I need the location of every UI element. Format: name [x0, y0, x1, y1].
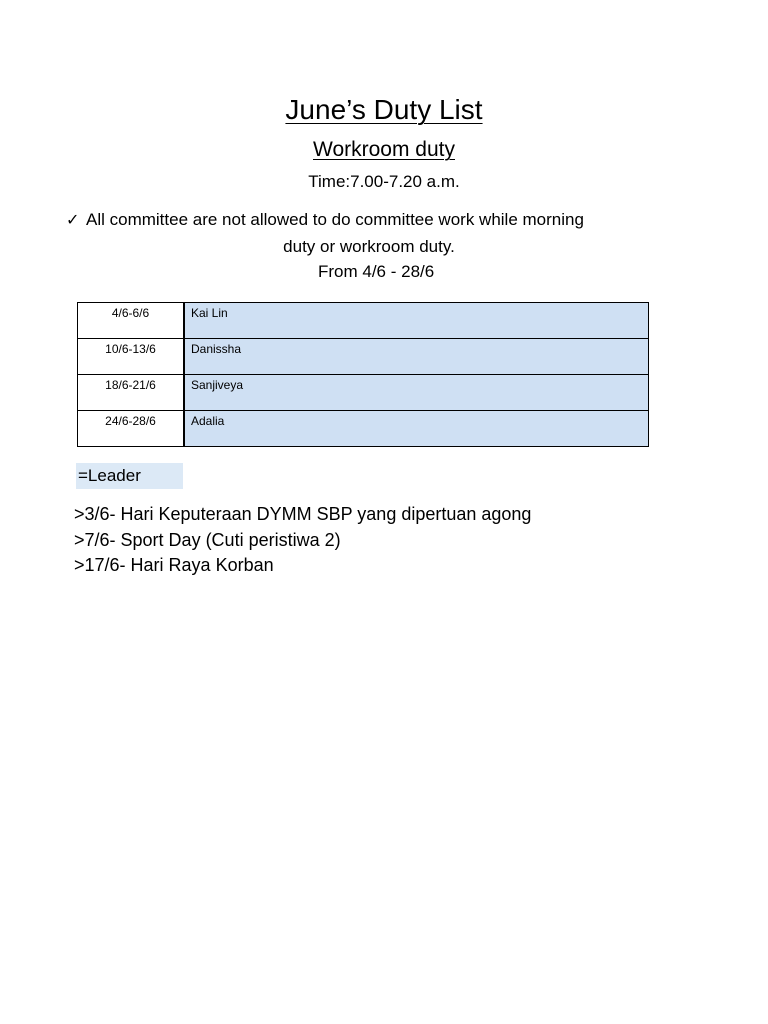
duty-date: 18/6-21/6	[78, 375, 185, 411]
duty-name: Danissha	[184, 339, 649, 375]
date-range: From 4/6 - 28/6	[318, 262, 435, 281]
duty-date: 10/6-13/6	[78, 339, 185, 375]
page-title: June’s Duty List	[285, 94, 483, 125]
duty-date: 4/6-6/6	[78, 303, 185, 339]
table-row	[78, 303, 649, 339]
note-line-1: All committee are not allowed to do committee work while morning	[86, 210, 584, 229]
committee-note	[66, 207, 702, 260]
table-row	[78, 411, 649, 447]
leader-legend: =Leader	[76, 463, 183, 489]
note-line-2: duty or workroom duty.	[283, 237, 455, 256]
page-subtitle: Workroom duty	[313, 138, 455, 161]
table-row	[78, 375, 649, 411]
duty-name: Adalia	[184, 411, 649, 447]
duty-date: 24/6-28/6	[78, 411, 185, 447]
duty-table	[77, 302, 649, 447]
holiday-list	[74, 502, 531, 579]
duty-time: Time:7.00-7.20 a.m.	[308, 172, 460, 191]
table-row	[78, 339, 649, 375]
duty-name: Sanjiveya	[184, 375, 649, 411]
list-item: >7/6- Sport Day (Cuti peristiwa 2)	[74, 529, 341, 550]
list-item: >17/6- Hari Raya Korban	[74, 555, 274, 575]
check-icon: ✓	[66, 212, 80, 229]
list-item: >3/6- Hari Keputeraan DYMM SBP yang dipertuan agong	[74, 504, 532, 524]
duty-name: Kai Lin	[184, 303, 649, 339]
